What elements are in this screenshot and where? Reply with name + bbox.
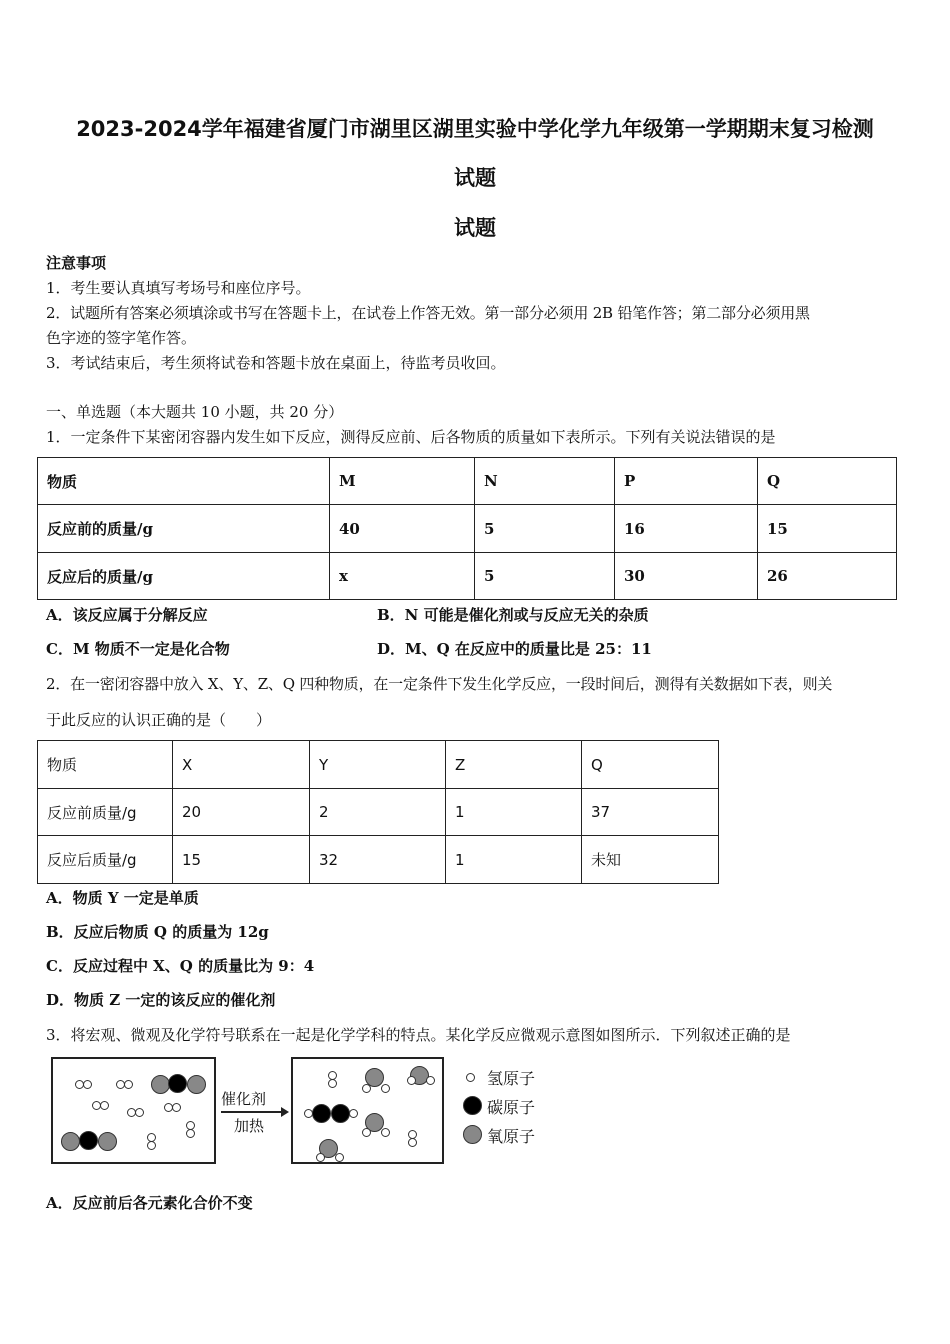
q2-option-d: D．物质 Z 一定的该反应的催化剂 xyxy=(46,991,276,1009)
carbon-atom xyxy=(79,1131,98,1150)
exam-title-line2: 试题 xyxy=(454,166,496,190)
reactants-box xyxy=(51,1057,216,1164)
hydrogen-atom xyxy=(381,1128,390,1137)
q2-option-b: B．反应后物质 Q 的质量为 12g xyxy=(46,923,269,941)
hydrogen-atom xyxy=(407,1076,416,1085)
table-cell: P xyxy=(615,458,758,505)
table-cell: 16 xyxy=(615,505,758,553)
arrow-condition-top: 催化剂 xyxy=(221,1090,267,1108)
table-cell: Q xyxy=(758,458,897,505)
hydrogen-atom xyxy=(83,1080,92,1089)
table-cell: 32 xyxy=(310,836,446,884)
hydrogen-atom xyxy=(426,1076,435,1085)
table-cell: 26 xyxy=(758,553,897,600)
q2-option-c: C．反应过程中 X、Q 的质量比为 9：4 xyxy=(46,957,315,975)
table-cell: 反应后质量/g xyxy=(38,836,173,884)
carbon-atom xyxy=(312,1104,331,1123)
table-cell: 未知 xyxy=(582,836,719,884)
hydrogen-atom xyxy=(172,1103,181,1112)
hydrogen-atom xyxy=(362,1128,371,1137)
table-cell: 15 xyxy=(173,836,310,884)
table-cell: 30 xyxy=(615,553,758,600)
table-cell: 15 xyxy=(758,505,897,553)
table-cell: M xyxy=(330,458,475,505)
oxygen-atom xyxy=(98,1132,117,1151)
products-box xyxy=(291,1057,444,1164)
q2-table-header xyxy=(38,741,719,789)
table-cell: 5 xyxy=(475,505,615,553)
q1-table xyxy=(37,457,897,600)
q2-option-a: A．物质 Y 一定是单质 xyxy=(46,889,199,907)
arrow-condition-bottom: 加热 xyxy=(234,1117,265,1135)
table-row xyxy=(38,836,719,884)
q1-option-d: D．M、Q 在反应中的质量比是 25：11 xyxy=(377,640,652,658)
table-cell: N xyxy=(475,458,615,505)
table-cell: Y xyxy=(310,741,446,789)
table-cell: 40 xyxy=(330,505,475,553)
oxygen-atom xyxy=(61,1132,80,1151)
exam-subtitle: 试题 xyxy=(454,216,496,240)
table-cell: 2 xyxy=(310,789,446,836)
table-cell: Q xyxy=(582,741,719,789)
hydrogen-atom xyxy=(304,1109,313,1118)
hydrogen-atom xyxy=(328,1079,337,1088)
table-cell: 1 xyxy=(446,789,582,836)
q2-stem: 2．在一密闭容器中放入 X、Y、Z、Q 四种物质，在一定条件下发生化学反应，一段时间后，测得有关数据如下表，则关 xyxy=(46,675,833,693)
hydrogen-atom xyxy=(349,1109,358,1118)
notice-item-3: 3．考试结束后，考生须将试卷和答题卡放在桌面上，待监考员收回。 xyxy=(46,354,506,372)
q1-option-b: B．N 可能是催化剂或与反应无关的杂质 xyxy=(377,606,649,624)
hydrogen-atom xyxy=(186,1129,195,1138)
legend-carbon-label: 碳原子 xyxy=(487,1098,536,1117)
hydrogen-atom xyxy=(100,1101,109,1110)
notice-item-1: 1．考生要认真填写考场号和座位序号。 xyxy=(46,279,311,297)
section-heading: 一、单选题（本大题共 10 小题，共 20 分） xyxy=(46,403,344,421)
oxygen-atom xyxy=(187,1075,206,1094)
table-row xyxy=(38,505,897,553)
legend-carbon-icon xyxy=(463,1096,482,1115)
legend-hydrogen-icon xyxy=(466,1073,475,1082)
table-cell: 反应前质量/g xyxy=(38,789,173,836)
exam-title-line1: 2023-2024学年福建省厦门市湖里区湖里实验中学化学九年级第一学期期末复习检测 xyxy=(76,117,874,141)
q1-option-a: A．该反应属于分解反应 xyxy=(46,606,208,624)
hydrogen-atom xyxy=(124,1080,133,1089)
table-row xyxy=(38,789,719,836)
table-cell: 反应前的质量/g xyxy=(38,505,330,553)
q1-stem: 1．一定条件下某密闭容器内发生如下反应，测得反应前、后各物质的质量如下表所示。下列有关说法错误的是 xyxy=(46,428,776,446)
reaction-arrow xyxy=(221,1111,283,1113)
hydrogen-atom xyxy=(381,1084,390,1093)
q2-table xyxy=(37,740,719,884)
table-cell: 物质 xyxy=(38,741,173,789)
notice-item-2: 2．试题所有答案必须填涂或书写在答题卡上，在试卷上作答无效。第一部分必须用 2B 铅笔作答；第二部分必须用黑 xyxy=(46,304,810,322)
q1-table-header xyxy=(38,458,897,505)
legend-oxygen-label: 氧原子 xyxy=(487,1127,536,1146)
hydrogen-atom xyxy=(147,1141,156,1150)
table-cell: 1 xyxy=(446,836,582,884)
table-cell: X xyxy=(173,741,310,789)
table-row xyxy=(38,553,897,600)
carbon-atom xyxy=(331,1104,350,1123)
notice-item-2-cont: 色字迹的签字笔作答。 xyxy=(46,329,197,347)
table-cell: x xyxy=(330,553,475,600)
table-cell: 物质 xyxy=(38,458,330,505)
legend-oxygen-icon xyxy=(463,1125,482,1144)
q1-option-c: C．M 物质不一定是化合物 xyxy=(46,640,230,658)
hydrogen-atom xyxy=(316,1153,325,1162)
hydrogen-atom xyxy=(135,1108,144,1117)
table-cell: 反应后的质量/g xyxy=(38,553,330,600)
legend-hydrogen-label: 氢原子 xyxy=(487,1069,536,1088)
arrow-head-icon xyxy=(281,1107,289,1117)
hydrogen-atom xyxy=(335,1153,344,1162)
table-cell: 5 xyxy=(475,553,615,600)
q3-stem: 3．将宏观、微观及化学符号联系在一起是化学学科的特点。某化学反应微观示意图如图所示．下列叙述正确的是 xyxy=(46,1026,791,1044)
table-cell: 37 xyxy=(582,789,719,836)
table-cell: Z xyxy=(446,741,582,789)
carbon-atom xyxy=(168,1074,187,1093)
table-cell: 20 xyxy=(173,789,310,836)
notice-heading: 注意事项 xyxy=(46,254,107,272)
q3-option-a: A．反应前后各元素化合价不变 xyxy=(46,1194,253,1212)
q2-stem-cont: 于此反应的认识正确的是（ ） xyxy=(46,711,272,729)
hydrogen-atom xyxy=(362,1084,371,1093)
hydrogen-atom xyxy=(408,1138,417,1147)
